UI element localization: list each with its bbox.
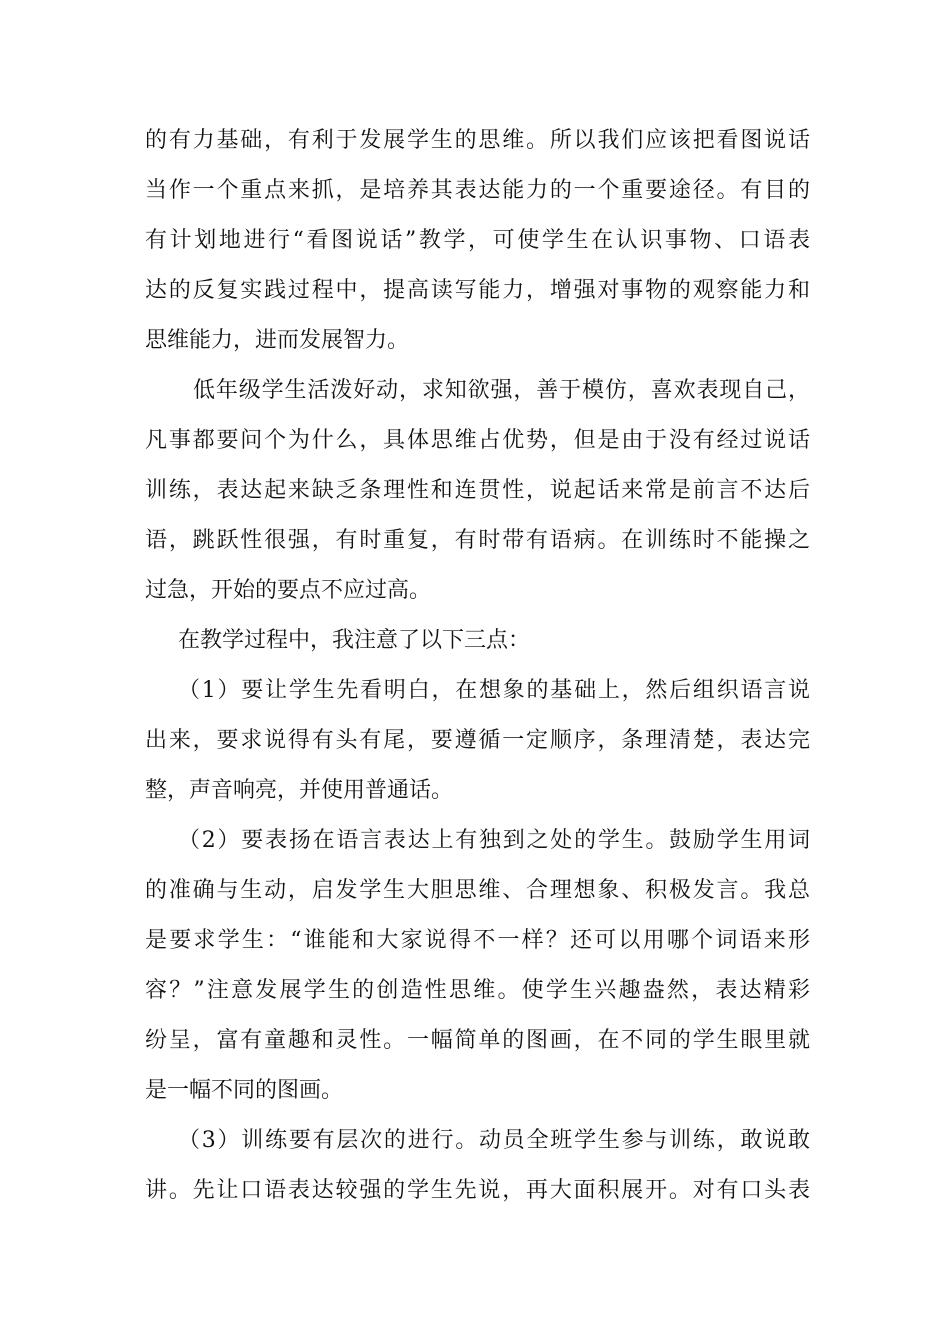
paragraph-5-line-3: 是要求学生：“谁能和大家说得不一样？还可以用哪个词语来形 bbox=[145, 928, 810, 953]
paragraph-2-line-5: 过急，开始的要点不应过高。 bbox=[145, 578, 432, 603]
paragraph-1-line-3: 有计划地进行“看图说话”教学，可使学生在认识事物、口语表 bbox=[145, 228, 810, 253]
paragraph-3-line-1: 在教学过程中，我注意了以下三点： bbox=[178, 628, 531, 653]
paragraph-1-line-1: 的有力基础，有利于发展学生的思维。所以我们应该把看图说话 bbox=[145, 128, 810, 153]
paragraph-5-line-2: 的准确与生动，启发学生大胆思维、合理想象、积极发言。我总 bbox=[145, 878, 810, 903]
paragraph-1-line-5: 思维能力，进而发展智力。 bbox=[145, 328, 410, 353]
paragraph-2-line-3: 训练，表达起来缺乏条理性和连贯性，说起话来常是前言不达后 bbox=[145, 478, 810, 503]
paragraph-2-line-2: 凡事都要问个为什么，具体思维占优势，但是由于没有经过说话 bbox=[145, 428, 810, 453]
paragraph-1-line-4: 达的反复实践过程中，提高读写能力，增强对事物的观察能力和 bbox=[145, 278, 810, 303]
paragraph-5-line-1: （2）要表扬在语言表达上有独到之处的学生。鼓励学生用词 bbox=[178, 828, 810, 853]
paragraph-6-line-2: 讲。先让口语表达较强的学生先说，再大面积展开。对有口头表 bbox=[145, 1178, 810, 1203]
paragraph-4-line-2: 出来，要求说得有头有尾，要遵循一定顺序，条理清楚，表达完 bbox=[145, 728, 810, 753]
paragraph-2-line-1: 低年级学生活泼好动，求知欲强，善于模仿，喜欢表现自己， bbox=[193, 378, 810, 403]
paragraph-6-line-1: （3）训练要有层次的进行。动员全班学生参与训练，敢说敢 bbox=[178, 1128, 810, 1153]
paragraph-5-line-5: 纷呈，富有童趣和灵性。一幅简单的图画，在不同的学生眼里就 bbox=[145, 1028, 810, 1053]
paragraph-5-line-6: 是一幅不同的图画。 bbox=[145, 1078, 344, 1103]
paragraph-4-line-3: 整，声音响亮，并使用普通话。 bbox=[145, 778, 454, 803]
paragraph-2-line-4: 语，跳跃性很强，有时重复，有时带有语病。在训练时不能操之 bbox=[145, 528, 810, 553]
paragraph-1-line-2: 当作一个重点来抓，是培养其表达能力的一个重要途径。有目的 bbox=[145, 178, 810, 203]
paragraph-5-line-4: 容？”注意发展学生的创造性思维。使学生兴趣盎然，表达精彩 bbox=[145, 978, 810, 1003]
paragraph-4-line-1: （1）要让学生先看明白，在想象的基础上，然后组织语言说 bbox=[178, 678, 810, 703]
